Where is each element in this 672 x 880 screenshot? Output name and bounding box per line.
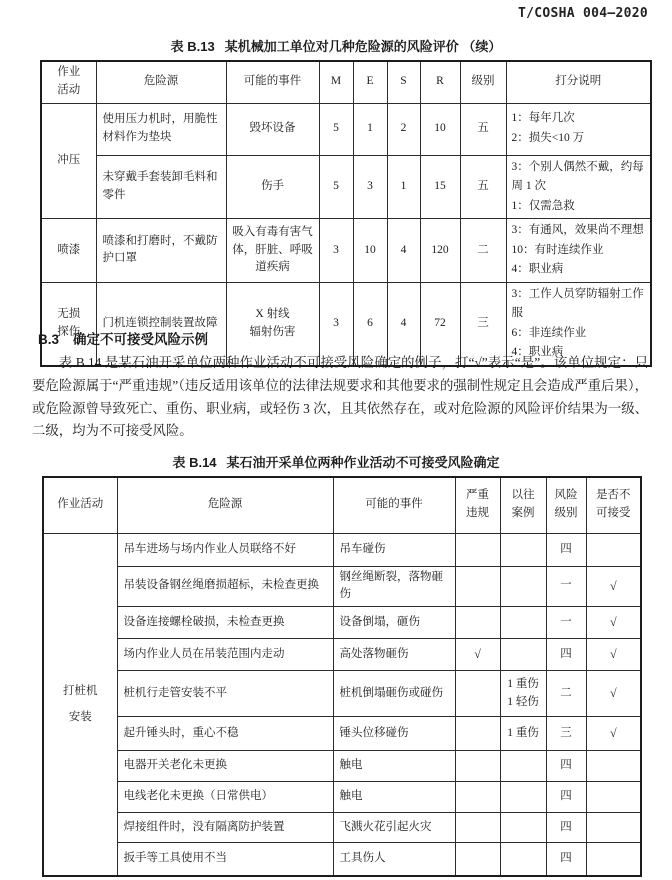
col-header-m: M <box>319 61 353 103</box>
cell-e: 1 <box>353 103 387 155</box>
col-header-level: 级别 <box>460 61 506 103</box>
cell-cases <box>500 813 546 843</box>
col-header-hazard: 危险源 <box>96 61 226 103</box>
cell-s: 4 <box>387 219 420 283</box>
table-row <box>43 717 641 751</box>
cell-violation <box>455 671 500 717</box>
cell-violation <box>455 843 500 876</box>
cell-unacceptable: √ <box>586 671 641 717</box>
cell-level: 二 <box>546 671 586 717</box>
table-row <box>43 751 641 782</box>
cell-event: 高处落物砸伤 <box>333 639 455 671</box>
cell-r: 15 <box>420 155 460 219</box>
cell-level: 四 <box>546 639 586 671</box>
table-row <box>43 782 641 813</box>
cell-event: 触电 <box>333 782 455 813</box>
table-row <box>43 533 641 566</box>
cell-activity: 喷漆 <box>41 219 96 283</box>
col-header-level: 风险 级别 <box>546 477 586 533</box>
table-row <box>43 607 641 639</box>
cell-unacceptable <box>586 843 641 876</box>
section-title: 确定不可接受风险示例 <box>73 332 209 347</box>
cell-m: 3 <box>319 282 353 366</box>
cell-r: 10 <box>420 103 460 155</box>
table-row <box>41 103 651 155</box>
cell-cases <box>500 566 546 607</box>
section-number: B.3 <box>38 332 60 347</box>
cell-hazard: 喷漆和打磨时，不戴防护口罩 <box>96 219 226 283</box>
cell-event: 设备倒塌，砸伤 <box>333 607 455 639</box>
cell-hazard: 焊接组件时，没有隔离防护装置 <box>117 813 333 843</box>
cell-event: 桩机倒塌砸伤或碰伤 <box>333 671 455 717</box>
cell-cases <box>500 533 546 566</box>
cell-level: 四 <box>546 751 586 782</box>
cell-event: 工具伤人 <box>333 843 455 876</box>
standard-doc-number: T/COSHA 004—2020 <box>517 6 648 21</box>
col-header-activity: 作业活动 <box>43 477 117 533</box>
cell-notes: 3：个别人偶然不戴，约每周 1 次 1：仅需急救 <box>506 155 651 219</box>
cell-unacceptable <box>586 533 641 566</box>
cell-m: 3 <box>319 219 353 283</box>
cell-hazard: 使用压力机时，用脆性材料作为垫块 <box>96 103 226 155</box>
cell-hazard: 场内作业人员在吊装范围内走动 <box>117 639 333 671</box>
cell-violation <box>455 813 500 843</box>
cell-activity: 冲压 <box>41 103 96 219</box>
cell-event: 钢丝绳断裂，落物砸伤 <box>333 566 455 607</box>
cell-e: 3 <box>353 155 387 219</box>
cell-activity: 打桩机 安装 <box>43 533 117 876</box>
cell-event: 触电 <box>333 751 455 782</box>
cell-hazard: 吊装设备钢丝绳磨损超标，未检查更换 <box>117 566 333 607</box>
table-row <box>43 843 641 876</box>
cell-event: 吸入有毒有害气体，肝脏、呼吸道疾病 <box>226 219 319 283</box>
col-header-e: E <box>353 61 387 103</box>
cell-level: 四 <box>546 843 586 876</box>
cell-level: 二 <box>460 219 506 283</box>
cell-cases <box>500 607 546 639</box>
col-header-r: R <box>420 61 460 103</box>
cell-m: 5 <box>319 103 353 155</box>
table-row <box>43 813 641 843</box>
cell-m: 5 <box>319 155 353 219</box>
cell-level: 五 <box>460 155 506 219</box>
cell-level: 一 <box>546 607 586 639</box>
col-header-hazard: 危险源 <box>117 477 333 533</box>
table-row <box>41 155 651 219</box>
table-b14-caption: 某石油开采单位两种作业活动不可接受风险确定 <box>226 455 500 470</box>
cell-level: 四 <box>546 813 586 843</box>
cell-violation <box>455 533 500 566</box>
cell-e: 6 <box>353 282 387 366</box>
cell-cases <box>500 639 546 671</box>
col-header-s: S <box>387 61 420 103</box>
table-b14-title <box>0 452 672 471</box>
cell-hazard: 电器开关老化未更换 <box>117 751 333 782</box>
table-b13-title <box>0 36 672 55</box>
cell-s: 2 <box>387 103 420 155</box>
cell-cases: 1 重伤 1 轻伤 <box>500 671 546 717</box>
cell-hazard: 扳手等工具使用不当 <box>117 843 333 876</box>
cell-level: 四 <box>546 533 586 566</box>
section-b3-paragraph: 表 B.14 是某石油开采单位两种作业活动不可接受风险确定的例子，打“√”表示“是”。该单位规定：只要危险源属于“严重违规”（违反适用该单位的法律法规要求和其他要求的强制性规定且会造成严重后果），或危险源曾导致死亡、重伤、职业病，或轻伤 3 次，且其依然存在，或对危险源的风险评价结果为一级、二级，均为不可接受风险。 <box>32 355 648 439</box>
table-b13-caption: 某机械加工单位对几种危险源的风险评价 （续） <box>224 39 502 54</box>
cell-violation <box>455 607 500 639</box>
table-row <box>43 566 641 607</box>
cell-s: 1 <box>387 155 420 219</box>
table-header-row <box>43 477 641 533</box>
table-b14 <box>42 476 642 877</box>
cell-event: 飞溅火花引起火灾 <box>333 813 455 843</box>
cell-unacceptable: √ <box>586 639 641 671</box>
col-header-unacceptable: 是否不 可接受 <box>586 477 641 533</box>
cell-event: 毁坏设备 <box>226 103 319 155</box>
cell-violation <box>455 566 500 607</box>
col-header-notes: 打分说明 <box>506 61 651 103</box>
cell-e: 10 <box>353 219 387 283</box>
cell-unacceptable: √ <box>586 717 641 751</box>
cell-violation <box>455 751 500 782</box>
cell-s: 4 <box>387 282 420 366</box>
cell-unacceptable: √ <box>586 566 641 607</box>
table-row <box>41 219 651 283</box>
cell-unacceptable <box>586 782 641 813</box>
col-header-event: 可能的事件 <box>226 61 319 103</box>
table-b13-number: 表 B.13 <box>170 39 215 54</box>
col-header-activity: 作业 活动 <box>41 61 96 103</box>
cell-level: 三 <box>546 717 586 751</box>
cell-notes: 3：有通风，效果尚不理想 10：有时连续作业 4：职业病 <box>506 219 651 283</box>
cell-hazard: 设备连接螺栓破损，未检查更换 <box>117 607 333 639</box>
cell-event: X 射线 辐射伤害 <box>226 282 319 366</box>
col-header-cases: 以往 案例 <box>500 477 546 533</box>
cell-cases <box>500 782 546 813</box>
cell-unacceptable <box>586 813 641 843</box>
cell-hazard: 未穿戴手套装卸毛料和零件 <box>96 155 226 219</box>
cell-hazard: 起升锤头时，重心不稳 <box>117 717 333 751</box>
cell-activity: 无损 探伤 <box>41 282 96 366</box>
cell-level: 一 <box>546 566 586 607</box>
cell-hazard: 吊车进场与场内作业人员联络不好 <box>117 533 333 566</box>
table-b13 <box>40 60 652 367</box>
col-header-event: 可能的事件 <box>333 477 455 533</box>
cell-hazard: 门机连锁控制装置故障 <box>96 282 226 366</box>
cell-event: 伤手 <box>226 155 319 219</box>
table-row <box>43 639 641 671</box>
cell-cases <box>500 843 546 876</box>
cell-cases <box>500 751 546 782</box>
table-row <box>43 671 641 717</box>
cell-violation <box>455 782 500 813</box>
cell-hazard: 桩机行走管安装不平 <box>117 671 333 717</box>
col-header-violation: 严重 违规 <box>455 477 500 533</box>
cell-unacceptable <box>586 751 641 782</box>
cell-level: 三 <box>460 282 506 366</box>
table-header-row <box>41 61 651 103</box>
cell-event: 锤头位移碰伤 <box>333 717 455 751</box>
cell-notes: 1：每年几次 2：损失<10 万 <box>506 103 651 155</box>
cell-violation: √ <box>455 639 500 671</box>
cell-violation <box>455 717 500 751</box>
cell-cases: 1 重伤 <box>500 717 546 751</box>
cell-hazard: 电线老化未更换（日常供电） <box>117 782 333 813</box>
cell-r: 120 <box>420 219 460 283</box>
cell-event: 吊车碰伤 <box>333 533 455 566</box>
section-b3-heading <box>38 328 208 348</box>
cell-level: 四 <box>546 782 586 813</box>
cell-level: 五 <box>460 103 506 155</box>
cell-notes: 3：工作人员穿防辐射工作服 6：非连续作业 4：职业病 <box>506 282 651 366</box>
table-b14-number: 表 B.14 <box>172 455 217 470</box>
cell-unacceptable: √ <box>586 607 641 639</box>
cell-r: 72 <box>420 282 460 366</box>
